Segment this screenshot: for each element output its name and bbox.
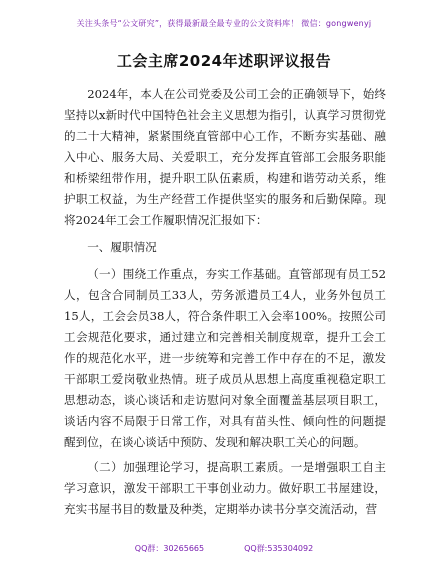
footer-qq-group-2: QQ群:535304092 xyxy=(244,544,314,553)
footer-qq-group-1: QQ群：30265665 xyxy=(134,544,205,553)
section-heading: 一、履职情况 xyxy=(87,240,157,254)
body-paragraph: （二）加强理论学习，提高职工素质。一是增强职工自主学习意识，激发干部职工干事创业动力。做好职工书屋建设，充实书屋书目的数量及种类，定期举办读书分享交流活动，营 xyxy=(64,460,386,516)
document-title: 工会主席2024年述职评议报告 xyxy=(116,52,332,70)
body-paragraph: （一）围绕工作重点，夯实工作基础。直管部现有员工52人，包含合同制员工33人，劳务派遣员工4人，业务外包员工15人，工会会员38人，符合条件职工入会率100%。按照公司工会规范化要求，通过建立和完善相关制度规章，提升工会工作的规范化水平，进一步统筹和完善工作中存在的不足，激发干部职工爱岗敬业热情。班子成员从思想上高度重视稳定职工思想动态，谈心谈话和走访慰问对象全面覆盖基层项目职工，谈话内容不局限于日常工作，对具有苗头性、倾向性的问题提醒到位，在谈心谈话中预防、发现和解决职工关心的问题。 xyxy=(64,267,386,449)
header-banner: 关注头条号“公文研究”，获得最新最全最专业的公文资料库！ 微信：gongwenyj xyxy=(76,19,372,28)
footer xyxy=(0,543,448,554)
document-body xyxy=(64,84,386,520)
intro-paragraph: 2024年，本人在公司党委及公司工会的正确领导下，始终坚持以x新时代中国特色社会主义思想为指引，认真学习贯彻党的二十大精神，紧紧围绕直管部中心工作，不断夯实基础、融入中心、服务大局、关爱职工，充分发挥直管部工会服务职能和桥梁纽带作用，提升职工队伍素质，构建和谐劳动关系，维护职工权益，为生产经营工作提供坚实的服务和后勤保障。现将2024年工会工作履职情况汇报如下： xyxy=(64,87,386,227)
